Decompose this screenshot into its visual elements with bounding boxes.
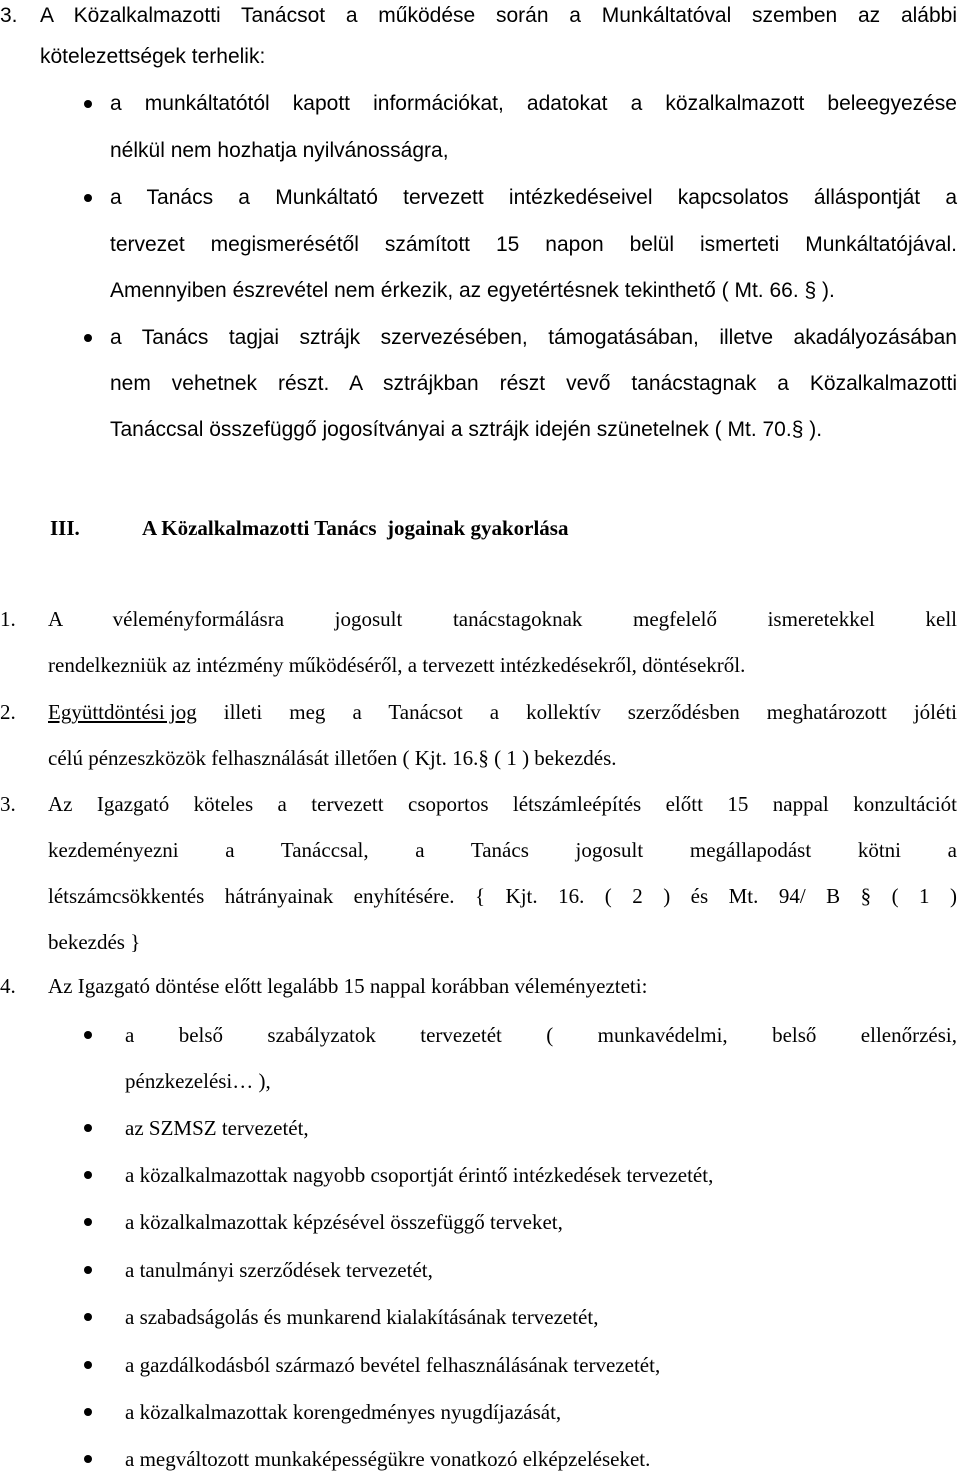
bullet-icon xyxy=(84,100,92,108)
item-text-line: bekezdés } xyxy=(48,930,141,954)
bullet-icon xyxy=(84,1171,92,1179)
bullet-text-line: tervezet megismerésétől számított 15 napon belül ismerteti Munkáltatójával. xyxy=(110,233,957,256)
item-text-line xyxy=(48,698,957,726)
bullet-icon xyxy=(84,334,92,342)
item-text-line: létszámcsökkentés hátrányainak enyhítésére. { Kjt. 16. ( 2 ) és Mt. 94/ B § ( 1 ) xyxy=(48,884,957,908)
underlined-term: Együttdöntési jog xyxy=(48,700,197,724)
bullet-text-line: Tanáccsal összefüggő jogosítványai a sztrájk idején szünetelnek ( Mt. 70.§ ). xyxy=(110,418,823,441)
bullet-text-line: az SZMSZ tervezetét, xyxy=(125,1116,309,1140)
item-text-line: A Közalkalmazotti Tanácsot a működése során a Munkáltatóval szemben az alábbi xyxy=(40,4,957,27)
bullet-icon xyxy=(84,1218,92,1226)
bullet-text-line: nem vehetnek részt. A sztrájkban részt vevő tanácstagnak a Közalkalmazotti xyxy=(110,372,957,395)
bullet-text-line: a munkáltatótól kapott információkat, adatokat a közalkalmazott beleegyezése xyxy=(110,92,957,115)
bullet-icon xyxy=(84,1124,92,1132)
item-text-rest: illeti meg a Tanácsot a kollektív szerződésben meghatározott jóléti xyxy=(196,700,957,724)
bullet-icon xyxy=(84,1455,92,1463)
bullet-text-line: a belső szabályzatok tervezetét ( munkavédelmi, belső ellenőrzési, xyxy=(125,1023,957,1047)
bullet-icon xyxy=(84,1408,92,1416)
bullet-text-line: a közalkalmazottak nagyobb csoportját érintő intézkedések tervezetét, xyxy=(125,1163,714,1187)
bullet-icon xyxy=(84,1031,92,1039)
bullet-icon xyxy=(84,1266,92,1274)
bullet-text-line: a megváltozott munkaképességükre vonatkozó elképzeléseket. xyxy=(125,1447,651,1471)
item-number: 1. xyxy=(0,607,16,631)
bullet-text-line: pénzkezelési… ), xyxy=(125,1069,271,1093)
item-number: 3. xyxy=(0,4,18,27)
item-text-line: Az Igazgató döntése előtt legalább 15 nappal korábban véleményezteti: xyxy=(48,974,648,998)
bullet-text-line: a szabadságolás és munkarend kialakításának tervezetét, xyxy=(125,1305,599,1329)
item-text-line: A véleményformálásra jogosult tanácstagoknak megfelelő ismeretekkel kell xyxy=(48,607,957,631)
bullet-text-line: a Tanács a Munkáltató tervezett intézkedéseivel kapcsolatos álláspontját a xyxy=(110,186,957,209)
bullet-icon xyxy=(84,1361,92,1369)
item-number: 3. xyxy=(0,792,16,816)
bullet-text-line: a közalkalmazottak korengedményes nyugdíjazását, xyxy=(125,1400,562,1424)
bullet-text-line: a gazdálkodásból származó bevétel felhasználásának tervezetét, xyxy=(125,1353,661,1377)
section-number: III. xyxy=(50,516,80,540)
item-text-line: rendelkezniük az intézmény működéséről, a tervezett intézkedésekről, döntésekről. xyxy=(48,653,746,677)
section-title: A Közalkalmazotti Tanács jogainak gyakorlása xyxy=(142,516,569,540)
bullet-text-line: a tanulmányi szerződések tervezetét, xyxy=(125,1258,433,1282)
bullet-icon xyxy=(84,194,92,202)
bullet-text-line: a közalkalmazottak képzésével összefüggő terveket, xyxy=(125,1210,563,1234)
item-text-line: célú pénzeszközök felhasználását illetően ( Kjt. 16.§ ( 1 ) bekezdés. xyxy=(48,746,617,770)
item-text-line: kezdeményezni a Tanáccsal, a Tanács jogosult megállapodást kötni a xyxy=(48,838,957,862)
bullet-text-line: Amennyiben észrevétel nem érkezik, az egyetértésnek tekinthető ( Mt. 66. § ). xyxy=(110,279,835,302)
item-number: 4. xyxy=(0,974,16,998)
item-number: 2. xyxy=(0,700,16,724)
bullet-text-line: a Tanács tagjai sztrájk szervezésében, támogatásában, illetve akadályozásában xyxy=(110,326,957,349)
bullet-text-line: nélkül nem hozhatja nyilvánosságra, xyxy=(110,139,449,162)
item-text-line: Az Igazgató köteles a tervezett csoportos létszámleépítés előtt 15 nappal konzultációt xyxy=(48,792,957,816)
item-text-line: kötelezettségek terhelik: xyxy=(40,45,266,68)
bullet-icon xyxy=(84,1313,92,1321)
